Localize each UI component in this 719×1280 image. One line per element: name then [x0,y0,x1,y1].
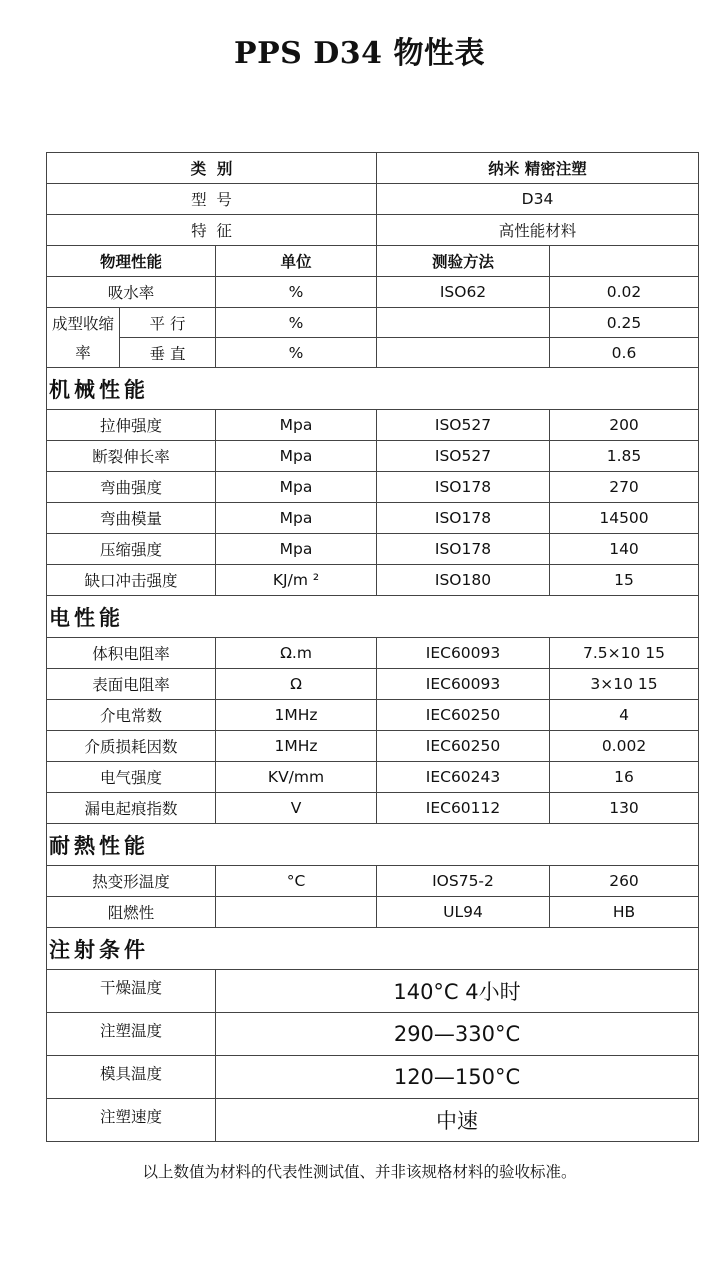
property-unit: 1MHz [216,700,377,731]
property-value: 15 [550,565,699,596]
property-unit: Ω [216,669,377,700]
property-unit: % [216,277,377,308]
property-name: 电气强度 [47,762,216,793]
property-value: 0.002 [550,731,699,762]
properties-table [46,152,699,1142]
property-unit: Mpa [216,441,377,472]
property-method: IEC60093 [377,669,550,700]
column-header-value [550,246,699,277]
property-name: 弯曲强度 [47,472,216,503]
property-unit: KV/mm [216,762,377,793]
property-method: UL94 [377,897,550,928]
table-row [47,1056,699,1099]
category-row [47,153,699,184]
section-header-mechanical [47,368,699,410]
property-method: ISO527 [377,441,550,472]
property-name: 弯曲模量 [47,503,216,534]
property-method: ISO178 [377,534,550,565]
table-row [47,534,699,565]
table-row [47,565,699,596]
property-name: 拉伸强度 [47,410,216,441]
property-name: 体积电阻率 [47,638,216,669]
property-name: 干燥温度 [47,970,216,1013]
feature-label: 特 征 [47,215,377,246]
property-method: ISO178 [377,472,550,503]
table-row [47,1099,699,1142]
table-row [47,308,699,338]
section-title: 耐熱性能 [47,824,699,866]
property-unit: % [216,338,377,368]
model-label: 型 号 [47,184,377,215]
property-unit: Ω.m [216,638,377,669]
table-row [47,441,699,472]
mechanical-rows [47,410,699,596]
category-value: 纳米 精密注塑 [377,153,699,184]
property-unit: °C [216,866,377,897]
property-value: 200 [550,410,699,441]
property-method: IEC60250 [377,700,550,731]
property-value: 0.02 [550,277,699,308]
table-row [47,277,699,308]
property-value: HB [550,897,699,928]
property-method: IEC60250 [377,731,550,762]
property-name: 热变形温度 [47,866,216,897]
table-row [47,338,699,368]
property-value: 140 [550,534,699,565]
property-method: IOS75-2 [377,866,550,897]
shrinkage-parallel-label: 平 行 [120,308,216,338]
electrical-rows [47,638,699,824]
property-value: 290—330°C [216,1013,699,1056]
column-header-row [47,246,699,277]
property-name: 模具温度 [47,1056,216,1099]
property-unit [216,897,377,928]
injection-rows [47,970,699,1142]
table-row [47,731,699,762]
table-row [47,638,699,669]
property-unit: Mpa [216,503,377,534]
feature-row [47,215,699,246]
property-value: 7.5×10 15 [550,638,699,669]
property-value: 14500 [550,503,699,534]
property-name: 注塑温度 [47,1013,216,1056]
property-value: 中速 [216,1099,699,1142]
section-header-thermal [47,824,699,866]
table-row [47,472,699,503]
property-method: IEC60112 [377,793,550,824]
column-header-method: 测验方法 [377,246,550,277]
section-header-electrical [47,596,699,638]
property-value: 270 [550,472,699,503]
model-row [47,184,699,215]
property-value: 120—150°C [216,1056,699,1099]
property-unit: V [216,793,377,824]
table-row [47,866,699,897]
property-unit: % [216,308,377,338]
table-row [47,503,699,534]
model-value: D34 [377,184,699,215]
thermal-rows [47,866,699,928]
property-value: 1.85 [550,441,699,472]
table-row [47,1013,699,1056]
property-value: 140°C 4小时 [216,970,699,1013]
property-value: 260 [550,866,699,897]
property-unit: 1MHz [216,731,377,762]
property-name: 缺口冲击强度 [47,565,216,596]
property-method [377,308,550,338]
property-method: ISO527 [377,410,550,441]
property-name: 阻燃性 [47,897,216,928]
property-value: 16 [550,762,699,793]
shrinkage-vertical-label: 垂 直 [120,338,216,368]
table-row [47,970,699,1013]
property-method: IEC60243 [377,762,550,793]
table-row [47,897,699,928]
feature-value: 高性能材料 [377,215,699,246]
section-title: 机械性能 [47,368,699,410]
category-label: 类 别 [47,153,377,184]
table-row [47,669,699,700]
footnote: 以上数值为材料的代表性测试值、并非该规格材料的验收标准。 [142,1163,577,1181]
shrinkage-label-line2: 率 [47,338,120,368]
property-unit: KJ/m ² [216,565,377,596]
property-name: 断裂伸长率 [47,441,216,472]
property-name: 表面电阻率 [47,669,216,700]
section-header-injection [47,928,699,970]
property-unit: Mpa [216,472,377,503]
table-row [47,793,699,824]
section-title: 注射条件 [47,928,699,970]
page-title: PPS D34 物性表 [234,36,485,71]
property-unit: Mpa [216,410,377,441]
column-header-property: 物理性能 [47,246,216,277]
property-value: 3×10 15 [550,669,699,700]
property-name: 介电常数 [47,700,216,731]
property-method: IEC60093 [377,638,550,669]
property-value: 4 [550,700,699,731]
property-value: 0.25 [550,308,699,338]
column-header-unit: 单位 [216,246,377,277]
property-method: ISO180 [377,565,550,596]
property-method [377,338,550,368]
section-title: 电性能 [47,596,699,638]
property-name: 注塑速度 [47,1099,216,1142]
table-row [47,410,699,441]
property-method: ISO178 [377,503,550,534]
property-name: 压缩强度 [47,534,216,565]
property-method: ISO62 [377,277,550,308]
property-unit: Mpa [216,534,377,565]
property-name: 介质损耗因数 [47,731,216,762]
table-row [47,700,699,731]
shrinkage-label-line1: 成型收缩 [47,308,120,338]
property-value: 130 [550,793,699,824]
table-row [47,762,699,793]
property-value: 0.6 [550,338,699,368]
property-name: 漏电起痕指数 [47,793,216,824]
property-name: 吸水率 [47,277,216,308]
